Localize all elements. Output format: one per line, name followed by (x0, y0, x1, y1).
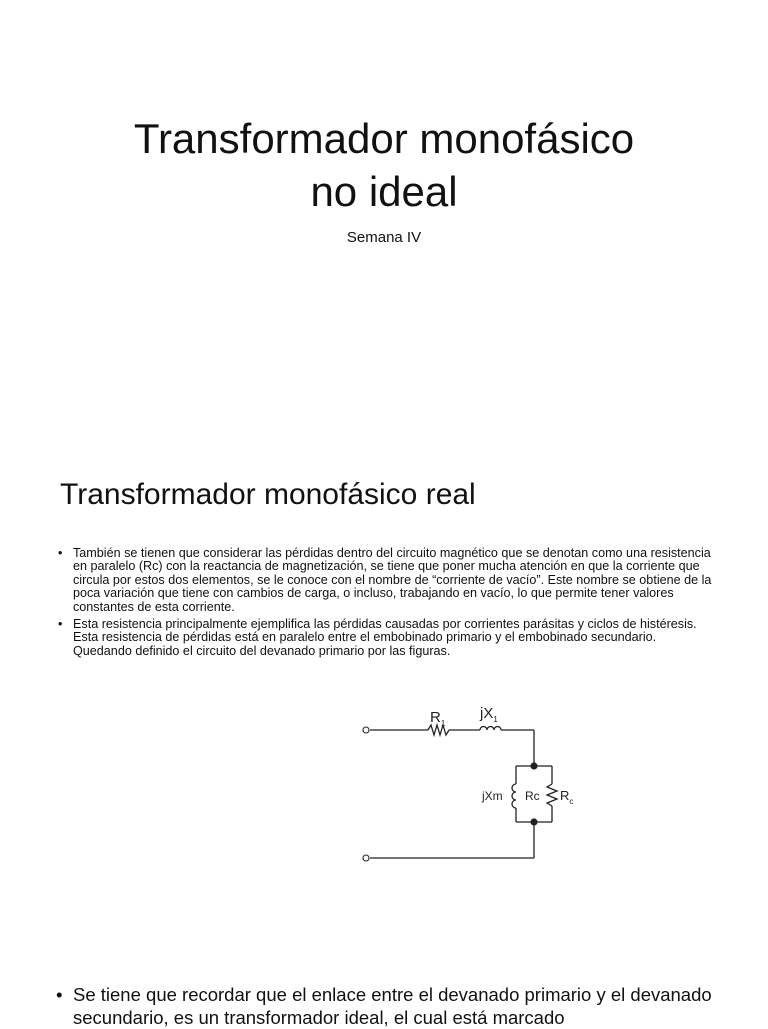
bullet-item (56, 983, 756, 1029)
bullet-item (58, 547, 718, 614)
bullet-text: Esta resistencia principalmente ejemplifica las pérdidas causadas por corrientes parásitas y ciclos de histéresis. Esta resistencia de pérdidas está en paralelo entre el embobinado primario y el embobinado secundario. Quedando definido el circuito del devanado primario por las figuras. (73, 617, 697, 658)
terminal-bottom (363, 855, 369, 861)
label-rc: $R_c$ (560, 788, 574, 806)
equivalent-circuit-diagram (356, 700, 596, 870)
inductor-jxm (512, 784, 516, 808)
node-bottom (530, 818, 537, 825)
terminal-top (363, 727, 369, 733)
content-heading: Transformador monofásico real (60, 478, 476, 511)
resistor-rc (547, 784, 557, 806)
bullet-symbol: • (58, 546, 63, 560)
title-slide (0, 0, 768, 430)
title-line-1: Transformador monofásico (133, 115, 635, 162)
content-slide (0, 430, 768, 960)
bullet-list (58, 547, 718, 662)
bullet-item (58, 618, 718, 658)
label-rc-inner: Rc (525, 789, 540, 803)
slide-subtitle: Semana IV (346, 229, 422, 246)
bullet-symbol: • (58, 617, 63, 632)
title-line-2: no ideal (310, 168, 458, 215)
inductor-jx1 (480, 727, 501, 731)
label-jx1: $jX_1$ (480, 705, 498, 724)
label-r1: $R_1$ (430, 709, 446, 728)
bullet-text: También se tienen que considerar las pérdidas dentro del circuito magnético que se denotan como una resistencia en paralelo (Rc) con la reactancia de magnetización, se tiene que poner mucha atención en que la corriente que circula por estos dos elementos, se le conoce con el nombre de “corriente de vacío”. Este nombre se obtiene de la poca variación que tiene con cambios de carga, o incluso, trabajando en vacío, lo que permite tener valores constantes de esta corriente. (73, 546, 712, 614)
next-slide (0, 960, 768, 1028)
node-top (530, 762, 537, 769)
label-jxm: jXm (482, 789, 503, 803)
bullet-symbol: • (56, 984, 63, 1005)
bullet-text: Se tiene que recordar que el enlace entre el devanado primario y el devanado secundario, es un transformador ideal, el cual está marcado (73, 984, 712, 1028)
resistor-r1 (428, 725, 449, 735)
slide-title (0, 112, 768, 218)
